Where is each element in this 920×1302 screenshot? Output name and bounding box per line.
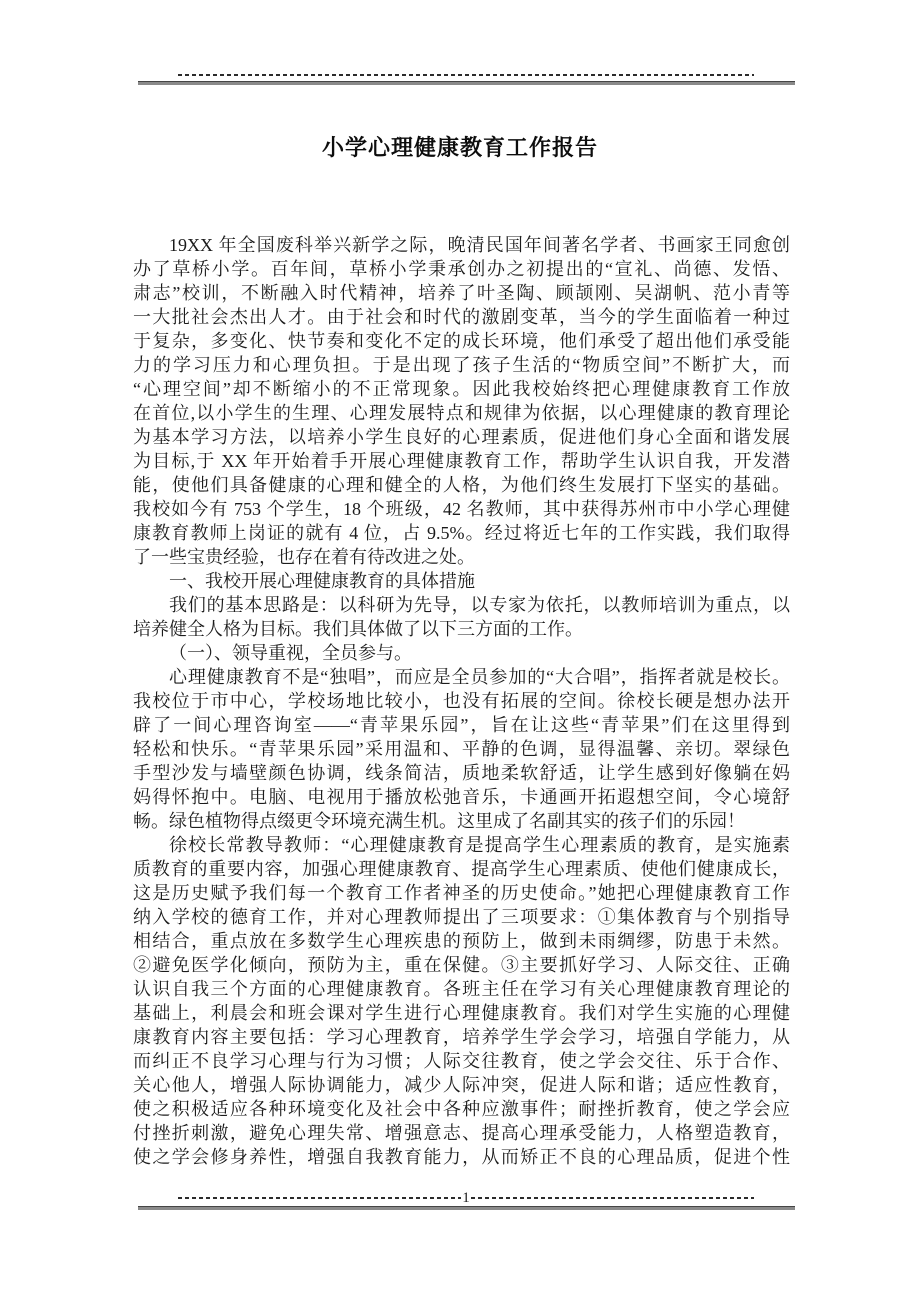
text-line: 为目标,于 XX 年开始着手开展心理健康教育工作，帮助学生认识自我，开发潜	[133, 451, 790, 471]
text-line: 徐校长常教导教师：“心理健康教育是提高学生心理素质的教育，是实施素	[169, 835, 790, 855]
text-line: 培养健全人格为目标。我们具体做了以下三方面的工作。	[133, 619, 583, 639]
text-line: 使之学会修身养性，增强自我教育能力，从而矫正不良的心理品质，促进个性	[133, 1147, 790, 1167]
text-line: 付挫折刺激，避免心理失常、增强意志、提高心理承受能力，人格塑造教育，	[133, 1123, 790, 1143]
text-line: 19XX 年全国废科举兴新学之际，晚清民国年间著名学者、书画家王同愈创	[169, 235, 790, 255]
text-line: 而纠正不良学习心理与行为习惯；人际交往教育，使之学会交往、乐于合作、	[133, 1051, 790, 1071]
text-line: 康教育教师上岗证的就有 4 位，占 9.5%。经过将近七年的工作实践，我们取得	[133, 523, 790, 543]
text-line: 我校如今有 753 个学生，18 个班级，42 名教师，其中获得苏州市中小学心理健	[133, 499, 790, 519]
page-footer	[178, 1190, 754, 1206]
text-line: 基础上，利晨会和班会课对学生进行心理健康教育。我们对学生实施的心理健	[133, 1003, 790, 1023]
header-dashed-rule	[178, 74, 754, 76]
text-line: 纳入学校的德育工作，并对心理教师提出了三项要求：①集体教育与个别指导	[133, 907, 790, 927]
text-line: 畅。绿色植物得点缀更令环境充满生机。这里成了名副其实的孩子们的乐园！	[133, 811, 745, 831]
text-line: 关心他人，增强人际协调能力，减少人际冲突，促进人际和谐；适应性教育，	[133, 1075, 790, 1095]
text-line: “心理空间”却不断缩小的不正常现象。因此我校始终把心理健康教育工作放	[133, 379, 790, 399]
text-line: 我们的基本思路是：以科研为先导，以专家为依托，以教师培训为重点，以	[169, 595, 790, 615]
header-solid-rule	[138, 81, 795, 85]
document-body	[133, 233, 790, 1169]
text-line: 能，使他们具备健康的心理和健全的人格，为他们终生发展打下坚实的基础。	[133, 475, 790, 495]
page-number: 1	[462, 1190, 470, 1206]
text-line: 为基本学习方法，以培养小学生良好的心理素质，促进他们身心全面和谐发展	[133, 427, 790, 447]
page-title: 小学心理健康教育工作报告	[321, 135, 598, 160]
text-line: 这是历史赋予我们每一个教育工作者神圣的历史使命。”她把心理健康教育工作	[133, 883, 790, 903]
text-line: 康教育内容主要包括：学习心理教育，培养学生学会学习，培强自学能力，从	[133, 1027, 790, 1047]
text-line: 认识自我三个方面的心理健康教育。各班主任在学习有关心理健康教育理论的	[133, 979, 790, 999]
footer-solid-rule	[138, 1206, 795, 1210]
text-line: 在首位,以小学生的生理、心理发展特点和规律为依据，以心理健康的教育理论	[133, 403, 790, 423]
text-line: （一）、领导重视，全员参与。	[169, 643, 412, 663]
text-line: 我校位于市中心，学校场地比较小，也没有拓展的空间。徐校长硬是想办法开	[133, 691, 790, 711]
footer-dashed-rule-left	[178, 1197, 461, 1199]
text-line: 质教育的重要内容，加强心理健康教育、提高学生心理素质、使他们健康成长，	[133, 859, 790, 879]
text-line: 手型沙发与墙壁颜色协调，线条简洁，质地柔软舒适，让学生感到好像躺在妈	[133, 763, 790, 783]
text-line: 了一些宝贵经验，也存在着有待改进之处。	[133, 547, 475, 567]
text-line: ②避免医学化倾向，预防为主，重在保健。③主要抓好学习、人际交往、正确	[133, 955, 790, 975]
text-line: 心理健康教育不是“独唱”，而应是全员参加的“大合唱”，指挥者就是校长。	[169, 667, 790, 687]
text-line: 一大批社会杰出人才。由于社会和时代的激剧变革，当今的学生面临着一种过	[133, 307, 790, 327]
text-line: 力的学习压力和心理负担。于是出现了孩子生活的“物质空间”不断扩大，而	[133, 355, 790, 375]
text-line: 轻松和快乐。“青苹果乐园”采用温和、平静的色调，显得温馨、亲切。翠绿色	[133, 739, 790, 759]
text-line: 相结合，重点放在多数学生心理疾患的预防上，做到未雨绸缪，防患于未然。	[133, 931, 790, 951]
text-line: 肃志”校训，不断融入时代精神，培养了叶圣陶、顾颉刚、吴湖帆、范小青等	[133, 283, 790, 303]
text-line: 于复杂，多变化、快节奏和变化不定的成长环境，他们承受了超出他们承受能	[133, 331, 790, 351]
text-line: 辟了一间心理咨询室——“青苹果乐园”，旨在让这些“青苹果”们在这里得到	[133, 715, 790, 735]
text-line: 一、我校开展心理健康教育的具体措施	[169, 571, 475, 591]
footer-dashed-rule-right	[471, 1197, 754, 1199]
text-line: 使之积极适应各种环境变化及社会中各种应激事件；耐挫折教育，使之学会应	[133, 1099, 790, 1119]
text-line: 妈得怀抱中。电脑、电视用于播放松弛音乐，卡通画开拓遐想空间，令心境舒	[133, 787, 790, 807]
text-line: 办了草桥小学。百年间，草桥小学秉承创办之初提出的“宣礼、尚德、发悟、	[133, 259, 790, 279]
